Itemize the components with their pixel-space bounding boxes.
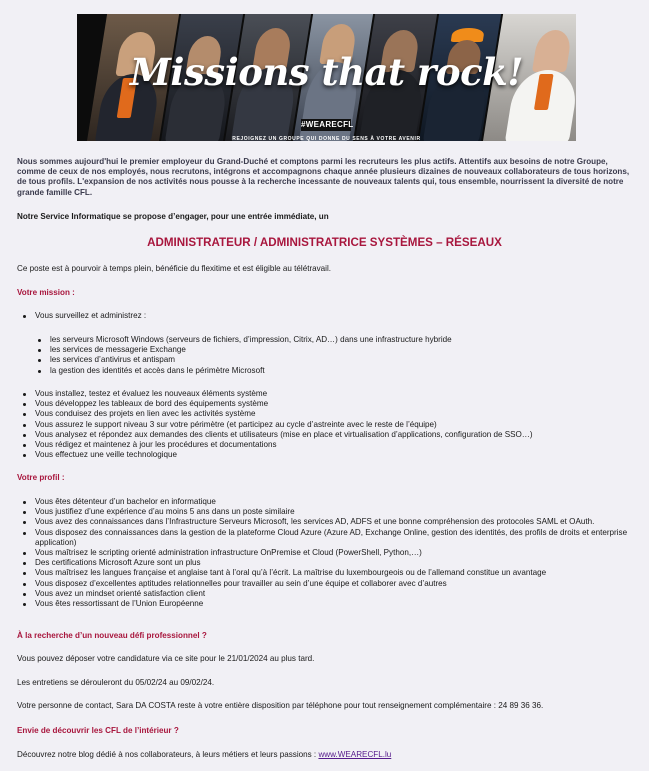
mission-intro-list bbox=[35, 311, 631, 321]
blog-paragraph bbox=[17, 750, 631, 760]
list-item: Des certifications Microsoft Azure sont un plus bbox=[35, 558, 631, 568]
job-title: ADMINISTRATEUR / ADMINISTRATRICE SYSTÈMES – RÉSEAUX bbox=[147, 236, 502, 249]
list-item: Vous assurez le support niveau 3 sur votre périmètre (et participez au cycle d’astreinte avec le reste de l’équipe) bbox=[35, 420, 631, 430]
blog-heading: Envie de découvrir les CFL de l’intérieur ? bbox=[17, 726, 179, 735]
blog-text: Découvrez notre blog dédié à nos collaborateurs, à leurs métiers et leurs passions : bbox=[17, 750, 319, 759]
list-item: Vous conduisez des projets en lien avec les activités système bbox=[35, 409, 631, 419]
list-item: Vous justifiez d’une expérience d’au moins 5 ans dans un poste similaire bbox=[35, 507, 631, 517]
banner-headline: Missions that rock! bbox=[129, 50, 524, 94]
lead-sentence: Notre Service Informatique se propose d’engager, pour une entrée immédiate, un bbox=[17, 212, 329, 221]
list-item: Vous avez des connaissances dans l’Infrastructure Serveurs Microsoft, les services AD, ADFS et une bonne compréhension des protocoles SAML et OAuth. bbox=[35, 517, 631, 527]
list-item: Vous analysez et répondez aux demandes des clients et utilisateurs (mise en place et virtualisation d’applications, configuration de SSO…) bbox=[35, 430, 631, 440]
mission-list bbox=[35, 389, 631, 460]
list-item: Vous développez les tableaux de bord des équipements système bbox=[35, 399, 631, 409]
apply-interviews: Les entretiens se dérouleront du 05/02/24 au 09/02/24. bbox=[17, 678, 215, 687]
list-item: les services de messagerie Exchange bbox=[50, 345, 630, 355]
banner-tagline: REJOIGNEZ UN GROUPE QUI DONNE DU SENS À VOTRE AVENIR bbox=[232, 136, 421, 141]
list-item: Vous surveillez et administrez : bbox=[35, 311, 631, 321]
list-item: Vous avez un mindset orienté satisfaction client bbox=[35, 589, 631, 599]
list-item: la gestion des identités et accès dans le périmètre Microsoft bbox=[50, 366, 630, 376]
list-item: les services d’antivirus et antispam bbox=[50, 355, 630, 365]
list-item: Vous maîtrisez les langues française et anglaise tant à l’oral qu’à l’écrit. La maîtrise du luxembourgeois ou de l’allemand constitue un avantage bbox=[35, 568, 631, 578]
profile-list bbox=[35, 497, 631, 609]
recruitment-banner bbox=[77, 14, 576, 141]
apply-contact: Votre personne de contact, Sara DA COSTA reste à votre entière disposition par téléphone pour tout renseignement complémentaire : 24 89 36 36. bbox=[17, 701, 544, 710]
mission-sub-list bbox=[50, 335, 630, 376]
list-item: Vous disposez des connaissances dans la gestion de la plateforme Cloud Azure (Azure AD, Exchange Online, gestion des identités, des profils de droits et enterprise application) bbox=[35, 528, 631, 548]
list-item: Vous êtes détenteur d’un bachelor en informatique bbox=[35, 497, 631, 507]
profile-heading: Votre profil : bbox=[17, 473, 65, 482]
job-conditions: Ce poste est à pourvoir à temps plein, bénéficie du flexitime et est éligible au télétravail. bbox=[17, 264, 332, 273]
blog-link[interactable]: www.WEARECFL.lu bbox=[318, 750, 392, 759]
list-item: Vous maîtrisez le scripting orienté administration infrastructure OnPremise et Cloud (PowerShell, Python,…) bbox=[35, 548, 631, 558]
apply-heading: À la recherche d’un nouveau défi professionnel ? bbox=[17, 631, 207, 640]
list-item: Vous effectuez une veille technologique bbox=[35, 450, 631, 460]
banner-hashtag: #WEARECFL bbox=[301, 120, 354, 129]
mission-heading: Votre mission : bbox=[17, 288, 75, 297]
list-item: les serveurs Microsoft Windows (serveurs de fichiers, d’impression, Citrix, AD…) dans une infrastructure hybride bbox=[50, 335, 630, 345]
apply-deadline: Vous pouvez déposer votre candidature via ce site pour le 21/01/2024 au plus tard. bbox=[17, 654, 315, 663]
list-item: Vous installez, testez et évaluez les nouveaux éléments système bbox=[35, 389, 631, 399]
list-item: Vous disposez d’excellentes aptitudes relationnelles pour travailler au sein d’une équipe et collaborer avec d’autres bbox=[35, 579, 631, 589]
list-item: Vous rédigez et maintenez à jour les procédures et documentations bbox=[35, 440, 631, 450]
list-item: Vous êtes ressortissant de l’Union Européenne bbox=[35, 599, 631, 609]
intro-paragraph: Nous sommes aujourd'hui le premier employeur du Grand-Duché et comptons parmi les recruteurs les plus actifs. Attentifs aux besoins de notre Groupe, comme de ceux de nos employés, nous recrutons, intégrons et accompagnons chaque année plusieurs dizaines de nouveaux collaborateurs de tous horizons, de tous profils. L'expansion de nos activités nous pousse à la recherche incessante de nouveaux talents qui, tous ensemble, nourrissent la diversité de notre grande famille CFL. bbox=[17, 157, 630, 197]
